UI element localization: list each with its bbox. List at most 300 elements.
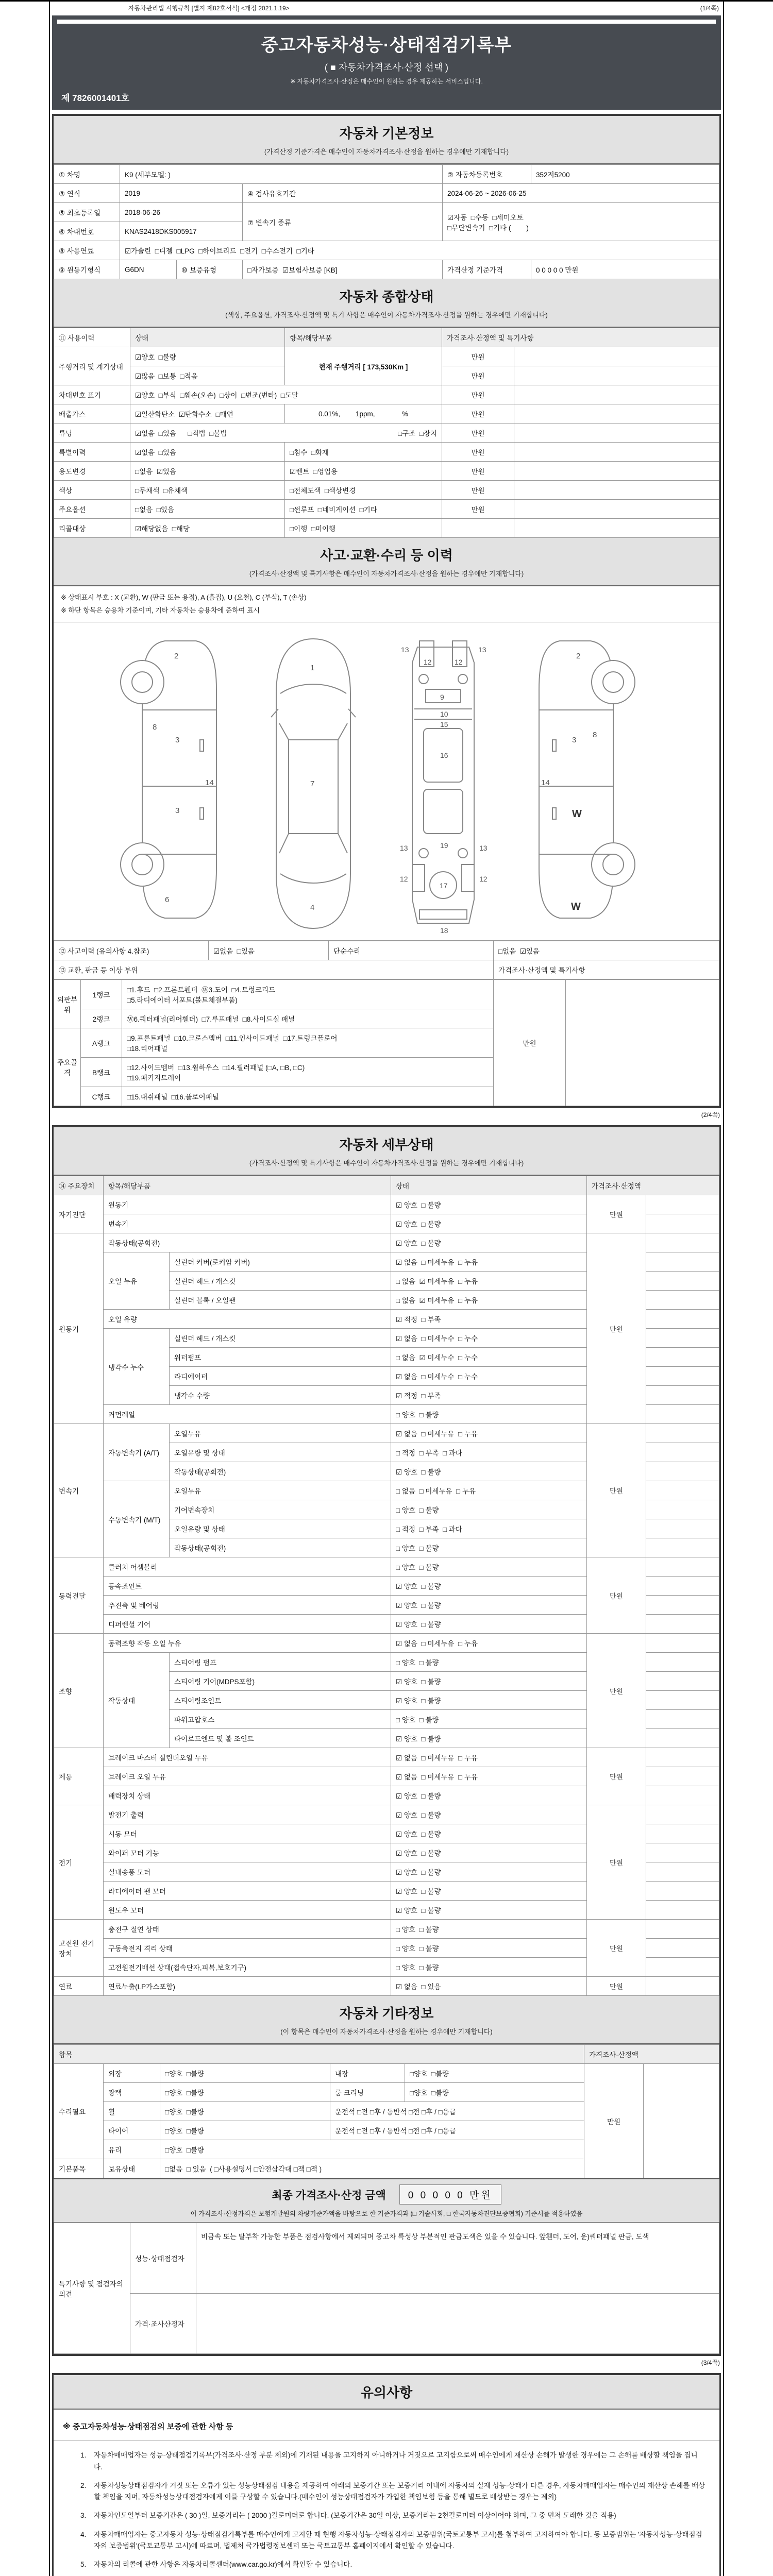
state-cell: ☑ 양호 □ 불량 — [391, 1577, 587, 1596]
item-number: 1. — [80, 2451, 87, 2460]
inspector-label: 성능·상태점검자 — [130, 2223, 196, 2294]
room-cleaning-checkboxes: □양호 □불량 — [405, 2083, 584, 2102]
notice-item — [80, 2450, 706, 2473]
car-diagram — [54, 622, 719, 941]
notice-band — [54, 2375, 719, 2410]
state-cell: □ 양호 □ 불량 — [391, 1958, 587, 1977]
item-cell: 타이로드엔드 및 볼 조인트 — [170, 1729, 391, 1748]
value-first-registration: 2018-06-26 — [120, 203, 243, 222]
state-cell: ☑ 양호 □ 불량 — [391, 1214, 587, 1233]
transmission-checkboxes-2: □무단변속기 □기타 ( ) — [447, 224, 529, 232]
price-blank — [646, 1824, 719, 1843]
item-cell: 작동상태(공회전) — [104, 1233, 391, 1252]
item-cell: 브레이크 오일 누유 — [104, 1767, 391, 1786]
value-transmission-type — [443, 203, 719, 241]
car-diagram-svg — [98, 626, 675, 936]
label-vin: ⑥ 차대번호 — [54, 222, 120, 241]
value-engine-type: G6DN — [120, 260, 177, 279]
svg-text:2: 2 — [174, 652, 179, 661]
accident-history-title: 사고·교환·수리 등 이력 — [320, 548, 453, 563]
state-cell: ☑ 양호 □ 불량 — [391, 1672, 587, 1691]
price-note-blank — [514, 462, 719, 481]
item-tire: 타이어 — [104, 2121, 160, 2140]
price-blank — [646, 1672, 719, 1691]
state-cell: ☑ 양호 □ 불량 — [391, 1462, 587, 1481]
etc-info-band — [54, 1996, 719, 2044]
rank2-label: 2랭크 — [81, 1009, 122, 1028]
price-blank — [646, 1901, 719, 1920]
state-cell: ☑ 없음 □ 있음 — [391, 1977, 587, 1996]
state-cell: □ 양호 □ 불량 — [391, 1920, 587, 1939]
state-cell: □ 없음 □ 미세누유 □ 누유 — [391, 1481, 587, 1500]
price-blank — [646, 1805, 719, 1824]
price-blank — [646, 1329, 719, 1348]
glass-checkboxes: □양호 □불량 — [160, 2140, 584, 2159]
item-cell: 기어변속장치 — [170, 1500, 391, 1519]
item-cell: 워터펌프 — [170, 1348, 391, 1367]
state-cell: □ 없음 ☑ 미세누유 □ 누유 — [391, 1291, 587, 1310]
item-cell: 스티어링 기어(MDPS포함) — [170, 1672, 391, 1691]
tire-checkboxes: □양호 □불량 — [160, 2121, 330, 2140]
detail-state-title: 자동차 세부상태 — [339, 1137, 434, 1153]
etc-col-price: 가격조사·산정액 — [584, 2045, 719, 2064]
price-note-blank — [514, 519, 719, 538]
panel-rank-table — [54, 979, 719, 1106]
svg-text:19: 19 — [440, 841, 448, 850]
row-tuning-label: 튜닝 — [54, 423, 130, 443]
state-cell: □ 적정 □ 부족 □ 과다 — [391, 1443, 587, 1462]
state-cell: □ 양호 □ 불량 — [391, 1500, 587, 1519]
item-cell: 클러치 어셈블리 — [104, 1557, 391, 1577]
svg-text:13: 13 — [479, 844, 488, 853]
current-mileage-value: 현재 주행거리 [ 173,530Km ] — [285, 347, 442, 385]
price-blank — [646, 1710, 719, 1729]
state-cell: □ 양호 □ 불량 — [391, 1653, 587, 1672]
final-price-note: 이 가격조사·산정가격은 보험개발원의 차량기준가액을 바탕으로 한 기준가격과 (□ 기술사회, □ 한국자동차진단보증협회) 기준서를 적용하였음 — [190, 2210, 583, 2218]
polish-checkboxes: □양호 □불량 — [160, 2083, 330, 2102]
group-fuel: 연료 — [54, 1977, 104, 1996]
interior-checkboxes: □양호 □불량 — [405, 2064, 584, 2083]
subgroup-mt: 수동변속기 (M/T) — [104, 1481, 170, 1557]
row-mileage-label: 주행거리 및 계기상태 — [54, 347, 130, 385]
state-cell: ☑ 양호 □ 불량 — [391, 1901, 587, 1920]
document-note: ※ 자동차가격조사·산정은 매수인이 원하는 경우 제공하는 서비스입니다. — [290, 78, 483, 85]
opinion-group-label: 특기사항 및 점검자의 의견 — [54, 2223, 130, 2354]
item-cell: 작동상태(공회전) — [170, 1538, 391, 1557]
price-cell: 만원 — [587, 1977, 646, 1996]
state-cell: ☑ 없음 □ 미세누유 □ 누유 — [391, 1634, 587, 1653]
form-reference-row — [52, 2, 721, 15]
label-car-name: ① 차명 — [54, 165, 120, 184]
item-number: 5. — [80, 2561, 87, 2569]
svg-text:12: 12 — [479, 875, 488, 884]
main-frame-group-label: 주요골격 — [54, 1028, 81, 1106]
item-cell: 스티어링 펌프 — [170, 1653, 391, 1672]
group-brake: 제동 — [54, 1748, 104, 1805]
basic-info-table — [54, 164, 719, 279]
mileage-state-checkboxes: ☑양호 □불량 — [130, 347, 285, 366]
etc-price-blank — [644, 2064, 719, 2178]
svg-text:12: 12 — [424, 658, 432, 667]
item-cell: 오일유량 및 상태 — [170, 1519, 391, 1538]
document-title: 중고자동차성능·상태점검기록부 — [261, 36, 512, 55]
basic-info-subtitle: (가격산정 기준가격은 매수인이 자동차가격조사·산정을 원하는 경우에만 기재합니다) — [264, 148, 509, 156]
final-price-value: 0 0 0 0 0 만원 — [399, 2184, 501, 2205]
etc-info-table — [54, 2044, 719, 2178]
item-holding-state: 보유상태 — [104, 2159, 160, 2178]
price-blank — [646, 1538, 719, 1557]
row-recall-label: 리콜대상 — [54, 519, 130, 538]
item-polish: 광택 — [104, 2083, 160, 2102]
item-cell: 오일 유량 — [104, 1310, 391, 1329]
item-cell: 스티어링조인트 — [170, 1691, 391, 1710]
rankB-line2: □19.패키지트레이 — [127, 1074, 181, 1082]
etc-price-cell: 만원 — [584, 2064, 644, 2178]
exchange-section-label: ⑬ 교환, 판금 등 이상 부위 — [54, 960, 494, 979]
price-blank — [646, 1729, 719, 1748]
price-cell: 만원 — [587, 1634, 646, 1748]
etc-info-title: 자동차 기타정보 — [339, 2006, 434, 2022]
document-header — [52, 15, 721, 110]
price-blank — [646, 1615, 719, 1634]
item-cell: 디퍼렌셜 기어 — [104, 1615, 391, 1634]
value-fuel-checkboxes: ☑가솔린 □디젤 □LPG □하이브리드 □전기 □수소전기 □기타 — [120, 241, 719, 260]
item-glass: 유리 — [104, 2140, 160, 2159]
price-cell: 만원 — [587, 1233, 646, 1424]
item-number: 2. — [80, 2481, 87, 2489]
svg-text:12: 12 — [400, 875, 408, 884]
rankC-items: □15.대쉬패널 □16.플로어패널 — [122, 1087, 494, 1106]
col-main-device: ⑭ 주요장치 — [54, 1176, 104, 1195]
item-cell: 실린더 헤드 / 개스킷 — [170, 1272, 391, 1291]
option-checkboxes: □없음 □있음 — [130, 500, 285, 519]
group-high-voltage: 고전원 전기장치 — [54, 1920, 104, 1977]
svg-text:12: 12 — [455, 658, 463, 667]
price-cell: 만원 — [442, 347, 514, 366]
row-color-label: 색상 — [54, 481, 130, 500]
state-cell: ☑ 없음 □ 미세누유 □ 누유 — [391, 1748, 587, 1767]
price-blank — [646, 1767, 719, 1786]
col-item-part: 항목/해당부품 — [285, 328, 442, 347]
inspector-opinion-text: 비금속 또는 탈부착 가능한 부품은 점검사항에서 제외되며 중고차 특성상 부분적인 판금도색은 있을 수 있습니다. 앞휀더, 도어, 운)쿼터패널 판금, 도색 — [196, 2223, 719, 2294]
state-cell: ☑ 없음 □ 미세누유 □ 누유 — [391, 1767, 587, 1786]
label-first-registration: ⑤ 최초등록일 — [54, 203, 120, 222]
emission-values: 0.01%, 1ppm, % — [285, 404, 442, 423]
item-number: 4. — [80, 2530, 87, 2538]
price-cell: 만원 — [442, 462, 514, 481]
label-warranty-type: ⑩ 보증유형 — [177, 260, 243, 279]
price-blank — [646, 1748, 719, 1767]
item-cell: 충전구 절연 상태 — [104, 1920, 391, 1939]
document-number: 제 7826001401호 — [61, 93, 130, 103]
wheel-checkboxes: □양호 □불량 — [160, 2102, 330, 2121]
label-fuel: ⑧ 사용연료 — [54, 241, 120, 260]
item-cell: 파워고압호스 — [170, 1710, 391, 1729]
item-cell: 와이퍼 모터 기능 — [104, 1843, 391, 1862]
item-cell: 변속기 — [104, 1214, 391, 1233]
transmission-checkboxes-1: ☑자동 □수동 □세미오토 — [447, 213, 524, 222]
value-inspection-period: 2024-06-26 ~ 2026-06-25 — [443, 184, 719, 203]
price-blank — [646, 1195, 719, 1214]
price-blank — [646, 1462, 719, 1481]
recall-items: □이행 □미이행 — [285, 519, 442, 538]
item-cell: 작동상태(공회전) — [170, 1462, 391, 1481]
item-cell: 구동축전지 격리 상태 — [104, 1939, 391, 1958]
rank-price-blank — [566, 980, 719, 1106]
item-cell: 등속죠인트 — [104, 1577, 391, 1596]
state-cell: ☑ 양호 □ 불량 — [391, 1615, 587, 1634]
price-note-blank — [514, 385, 719, 404]
row-option-label: 주요옵션 — [54, 500, 130, 519]
state-cell: ☑ 양호 □ 불량 — [391, 1824, 587, 1843]
item-cell: 고전원전기배선 상태(접속단자,피복,보호기구) — [104, 1958, 391, 1977]
svg-text:3: 3 — [572, 736, 577, 745]
usage-change-items: ☑렌트 □영업용 — [285, 462, 442, 481]
appraiser-opinion-text — [196, 2294, 719, 2354]
exterior-checkboxes: □양호 □불량 — [160, 2064, 330, 2083]
final-price-band — [54, 2178, 719, 2223]
price-cell: 만원 — [587, 1805, 646, 1920]
price-cell: 만원 — [442, 366, 514, 385]
notice-item — [80, 2510, 706, 2521]
recall-checkboxes: ☑해당없음 □해당 — [130, 519, 285, 538]
state-cell: □ 양호 □ 불량 — [391, 1538, 587, 1557]
price-note-blank — [514, 500, 719, 519]
price-blank — [646, 1367, 719, 1386]
overall-state-band — [54, 279, 719, 328]
col-price-note: 가격조사·산정액 및 특기사항 — [442, 328, 719, 347]
final-price-label: 최종 가격조사·산정 금액 — [272, 2189, 386, 2201]
item-cell: 동력조향 작동 오일 누유 — [104, 1634, 391, 1653]
label-engine-type: ⑨ 원동기형식 — [54, 260, 120, 279]
row-vin-mark-label: 차대번호 표기 — [54, 385, 130, 404]
etc-info-subtitle: (이 항목은 매수인이 자동차가격조사·산정을 원하는 경우에만 기재합니다) — [280, 2028, 493, 2036]
item-text: 자동차의 리콜에 관한 사항은 자동차리콜센터(www.car.go.kr)에서 확인할 수 있습니다. — [94, 2561, 352, 2569]
price-blank — [646, 1958, 719, 1977]
svg-text:18: 18 — [440, 926, 448, 935]
label-transmission-type: ⑦ 변속기 종류 — [243, 203, 443, 241]
price-note-blank — [514, 423, 719, 443]
price-blank — [646, 1500, 719, 1519]
svg-text:6: 6 — [165, 895, 170, 905]
group-transmission: 변속기 — [54, 1424, 104, 1557]
accident-notes — [54, 586, 719, 622]
label-base-price: 가격산정 기준가격 — [443, 260, 531, 279]
state-cell: ☑ 적정 □ 부족 — [391, 1386, 587, 1405]
item-text: 자동차성능상태점검자가 거짓 또는 오류가 있는 성능상태점검 내용을 제공하여 아래의 보증기간 또는 보증거리 이내에 자동차의 실제 성능·상태가 다른 경우, 자동차매매업자는 매수인의 재산상 손해를 배상할 책임을 지며, 자동차성능상태점검자에게 이를 구상할 수 있습니다.(매수인이 성능상태점검자가 가입한 책임보험 등을 통해 별도로 배상받는 경우는 제외) — [94, 2481, 705, 2501]
value-vin: KNAS2418DKS005917 — [120, 222, 243, 241]
svg-text:15: 15 — [440, 720, 448, 729]
price-cell: 만원 — [442, 500, 514, 519]
svg-text:9: 9 — [440, 693, 444, 702]
svg-text:4: 4 — [310, 903, 315, 912]
state-mark-legend: ※ 상태표시 부호 : X (교환), W (판금 또는 용접), A (흠집), U (요철), C (부식), T (손상) — [61, 594, 307, 601]
svg-text:17: 17 — [440, 882, 448, 890]
price-blank — [646, 1252, 719, 1272]
passenger-car-note: ※ 하단 항목은 승용차 기준이며, 기타 자동차는 승용차에 준하여 표시 — [61, 606, 260, 614]
row-emission-label: 배출가스 — [54, 404, 130, 423]
item-cell: 커먼레일 — [104, 1405, 391, 1424]
price-blank — [646, 1939, 719, 1958]
notice-item — [80, 2480, 706, 2503]
svg-text:7: 7 — [310, 779, 315, 789]
opinion-table — [54, 2223, 719, 2354]
rankC-label: C랭크 — [81, 1087, 122, 1106]
item-interior: 내장 — [330, 2064, 405, 2083]
svg-text:10: 10 — [440, 710, 448, 719]
basic-info-band — [54, 116, 719, 164]
state-cell: ☑ 양호 □ 불량 — [391, 1882, 587, 1901]
price-blank — [646, 1920, 719, 1939]
price-blank — [646, 1443, 719, 1462]
tuning-state: ☑없음 □있음 □적법 □불법 — [135, 430, 227, 437]
notice-title: 유의사항 — [360, 2385, 413, 2401]
usage-change-checkboxes: □없음 ☑있음 — [130, 462, 285, 481]
price-cell-empty — [442, 519, 514, 538]
price-cell: 만원 — [587, 1195, 646, 1233]
col-item: 항목/해당부품 — [104, 1176, 391, 1195]
tuning-checkboxes — [130, 423, 442, 443]
vin-mark-checkboxes: ☑양호 □부식 □훼손(오손) □상이 □변조(변타) □도말 — [130, 385, 442, 404]
simple-repair-checkboxes: □없음 ☑있음 — [494, 941, 719, 960]
notice-item — [80, 2529, 706, 2552]
svg-text:14: 14 — [205, 778, 214, 788]
col-use-history: ⑪ 사용이력 — [54, 328, 130, 347]
state-cell: □ 없음 ☑ 미세누유 □ 누유 — [391, 1272, 587, 1291]
price-blank — [646, 1291, 719, 1310]
price-cell: 만원 — [442, 443, 514, 462]
item-text: 자동차매매업자는 성능·상태점검기록부(가격조사·산정 부분 제외)에 기재된 내용을 고지하지 아니하거나 거짓으로 고지함으로써 매수인에게 재산상 손해가 발생한 경우에는 그 손해를 배상할 책임을 집니다. — [94, 2451, 698, 2471]
accident-history-subtitle: (가격조사·산정액 및 특기사항은 매수인이 자동차가격조사·산정을 원하는 경우에만 기재합니다) — [249, 570, 524, 578]
price-blank — [646, 1405, 719, 1424]
svg-text:3: 3 — [175, 736, 180, 745]
price-blank — [646, 1348, 719, 1367]
price-blank — [646, 1424, 719, 1443]
value-model-year: 2019 — [120, 184, 243, 203]
special-history-items: □침수 □화재 — [285, 443, 442, 462]
damage-mark-quarter-w: W — [571, 901, 581, 913]
item-cell: 실린더 헤드 / 개스킷 — [170, 1329, 391, 1348]
rankA-line2: □18.리어패널 — [127, 1045, 168, 1053]
exchange-price-header: 가격조사·산정액 및 특기사항 — [494, 960, 719, 979]
item-cell: 원동기 — [104, 1195, 391, 1214]
rank1-line2: □5.라디에이터 서포트(볼트체결부품) — [127, 996, 238, 1005]
item-cell: 오일누유 — [170, 1424, 391, 1443]
item-number: 3. — [80, 2512, 87, 2520]
subgroup-at: 자동변속기 (A/T) — [104, 1424, 170, 1481]
simple-repair-label: 단순수리 — [329, 941, 494, 960]
label-model-year: ③ 연식 — [54, 184, 120, 203]
col-state: 상태 — [130, 328, 285, 347]
state-cell: ☑ 양호 □ 불량 — [391, 1729, 587, 1748]
rankB-items — [122, 1058, 494, 1087]
state-cell: □ 양호 □ 불량 — [391, 1557, 587, 1577]
svg-text:13: 13 — [401, 646, 409, 654]
value-base-price: 0 0 0 0 0 만원 — [531, 260, 719, 279]
price-blank — [646, 1862, 719, 1882]
item-room-cleaning: 룸 크리닝 — [330, 2083, 405, 2102]
price-cell: 만원 — [587, 1424, 646, 1557]
rank1-label: 1랭크 — [81, 980, 122, 1009]
page-marker-1: (1/4쪽) — [700, 5, 719, 12]
state-cell: □ 적정 □ 부족 □ 과다 — [391, 1519, 587, 1538]
item-cell: 라디에이터 팬 모터 — [104, 1882, 391, 1901]
section-box-page1 — [52, 114, 721, 1108]
price-blank — [646, 1577, 719, 1596]
price-cell: 만원 — [587, 1920, 646, 1977]
accident-history-checkboxes: ☑없음 □있음 — [209, 941, 329, 960]
state-cell: □ 없음 ☑ 미세누수 □ 누수 — [391, 1348, 587, 1367]
document-page — [49, 2, 724, 2576]
item-cell: 오일유량 및 상태 — [170, 1443, 391, 1462]
special-history-checkboxes: ☑없음 □있음 — [130, 443, 285, 462]
price-cell: 만원 — [442, 404, 514, 423]
price-cell: 만원 — [587, 1557, 646, 1634]
state-cell: ☑ 양호 □ 불량 — [391, 1805, 587, 1824]
state-cell: ☑ 없음 □ 미세누수 □ 누수 — [391, 1367, 587, 1386]
item-cell: 실내송풍 모터 — [104, 1862, 391, 1882]
detail-state-subtitle: (가격조사·산정액 및 특기사항은 매수인이 자동차가격조사·산정을 원하는 경우에만 기재합니다) — [249, 1159, 524, 1167]
item-cell: 실린더 커버(로커암 커버) — [170, 1252, 391, 1272]
label-reg-number: ② 자동차등록번호 — [443, 165, 531, 184]
overall-state-table — [54, 328, 719, 538]
state-cell: ☑ 양호 □ 불량 — [391, 1195, 587, 1214]
state-cell: □ 양호 □ 불량 — [391, 1939, 587, 1958]
svg-text:8: 8 — [153, 723, 157, 732]
svg-text:13: 13 — [478, 646, 486, 654]
group-basic-items: 기본품목 — [54, 2159, 104, 2178]
emission-checkboxes: ☑일산화탄소 ☑탄화수소 □매연 — [130, 404, 285, 423]
price-blank — [646, 1386, 719, 1405]
state-cell: ☑ 없음 □ 미세누유 □ 누유 — [391, 1424, 587, 1443]
price-cell: 만원 — [442, 481, 514, 500]
subgroup-operation: 작동상태 — [104, 1653, 170, 1748]
price-blank — [646, 1653, 719, 1672]
svg-text:1: 1 — [310, 664, 315, 673]
price-blank — [646, 1214, 719, 1233]
section-box-page2 — [52, 1125, 721, 2356]
item-cell: 발전기 출력 — [104, 1805, 391, 1824]
state-cell: □ 양호 □ 불량 — [391, 1710, 587, 1729]
form-reference: 자동차관리법 시행규칙 [별지 제82호서식] <개정 2021.1.19> — [128, 5, 290, 12]
item-text: 자동차매매업자는 중고자동차 성능·상태점검기록부를 매수인에게 고지할 때 현행 자동차성능·상태점검자의 보증범위(국토교통부 고시)를 첨부하여 고지하여야 합니다. 동 보증범위는 '자동차성능·상태점검자의 보증범위'(국토교통부 고시)에 따르며, 법제처 국가법령정보센터 또는 국토교통부 홈페이지에서 확인할 수 있습니다. — [94, 2530, 702, 2550]
svg-text:16: 16 — [440, 751, 448, 760]
group-power-train: 동력전달 — [54, 1557, 104, 1634]
state-cell: ☑ 양호 □ 불량 — [391, 1862, 587, 1882]
price-blank — [646, 1977, 719, 1996]
subgroup-oil-leak: 오일 누유 — [104, 1252, 170, 1310]
price-blank — [646, 1843, 719, 1862]
price-note-blank — [514, 347, 719, 366]
state-cell: ☑ 양호 □ 불량 — [391, 1596, 587, 1615]
state-cell: ☑ 없음 □ 미세누유 □ 누유 — [391, 1252, 587, 1272]
price-blank — [646, 1310, 719, 1329]
rank-price-cell: 만원 — [494, 980, 566, 1106]
state-cell: □ 양호 □ 불량 — [391, 1405, 587, 1424]
damage-mark-door-w: W — [572, 808, 582, 820]
accident-history-label: ⑫ 사고이력 (유의사항 4.참조) — [54, 941, 209, 960]
group-steering: 조향 — [54, 1634, 104, 1748]
group-repair-needed: 수리필요 — [54, 2064, 104, 2159]
rankB-line1: □12.사이드멤버 □13.휠하우스 □14.필러패널 (□A, □B, □C) — [127, 1064, 305, 1072]
price-blank — [646, 1634, 719, 1653]
document-subtitle: ( ■ 자동차가격조사·산정 선택 ) — [324, 62, 449, 73]
state-cell: ☑ 적정 □ 부족 — [391, 1310, 587, 1329]
item-cell: 시동 모터 — [104, 1824, 391, 1843]
price-blank — [646, 1882, 719, 1901]
accident-rows-table — [54, 941, 719, 979]
item-cell: 라디에이터 — [170, 1367, 391, 1386]
